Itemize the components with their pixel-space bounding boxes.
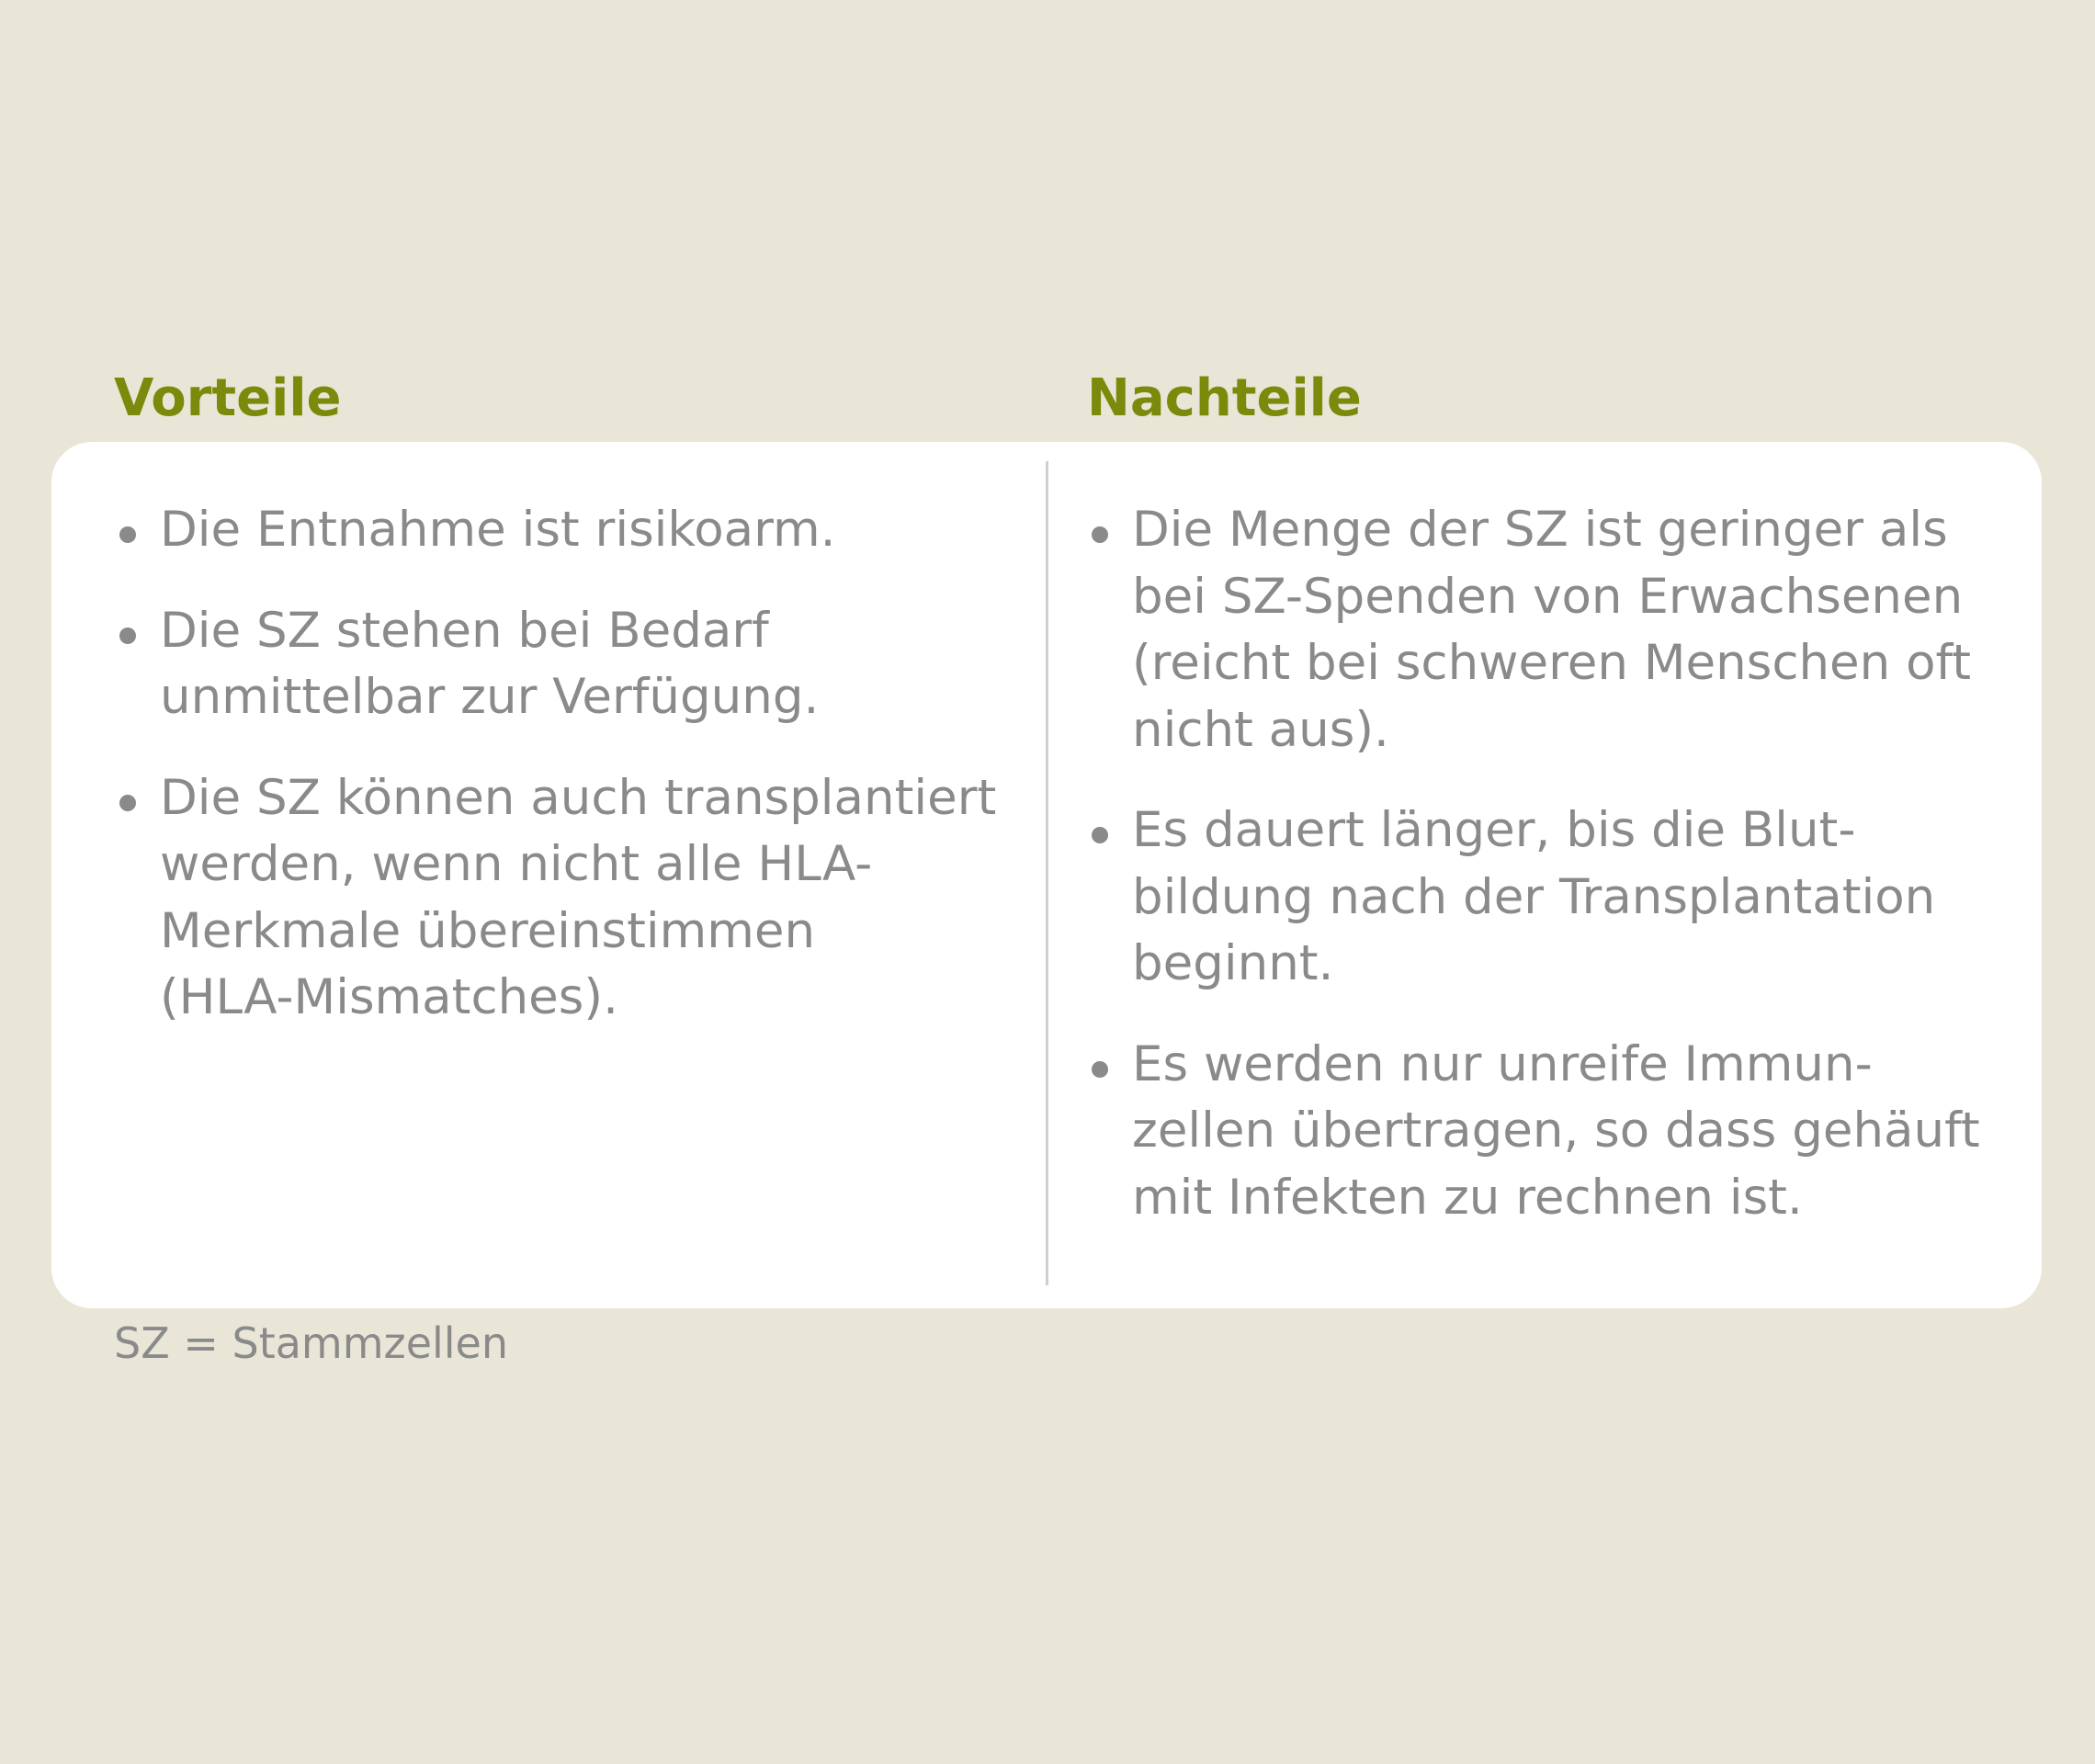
pros-list — [114, 497, 1042, 1066]
pros-item-text: Die SZ können auch transplantiert werden, wenn nicht alle HLA- Merkmale übereinstimmen (HLA-Mismatches). — [160, 769, 997, 1025]
bullet-icon — [119, 795, 136, 811]
cons-item-text: Die Menge der SZ ist geringer als bei SZ-Spenden von Erwachsenen (reicht bei schweren Menschen oft nicht aus). — [1132, 502, 1972, 758]
pros-heading: Vorteile — [114, 368, 342, 428]
comparison-card — [51, 442, 2042, 1308]
cons-item-text: Es dauert länger, bis die Blut- bildung nach der Transplantation beginnt. — [1132, 802, 1936, 991]
pros-item — [114, 765, 1042, 1032]
cons-item-text: Es werden nur unreife Immun- zellen übertragen, so dass gehäuft mit Infekten zu rechnen ist. — [1132, 1035, 1980, 1226]
cons-heading: Nachteile — [1087, 368, 1362, 428]
cons-item — [1086, 497, 2014, 763]
cons-item — [1086, 797, 2014, 998]
pros-item — [114, 497, 1042, 564]
cons-item — [1086, 1032, 2014, 1232]
pros-item-text: Die SZ stehen bei Bedarf unmittelbar zur Verfügung. — [160, 602, 820, 725]
bullet-icon — [119, 526, 136, 543]
footnote: SZ = Stammzellen — [114, 1318, 509, 1368]
cons-list — [1086, 497, 2014, 1265]
pros-item-text: Die Entnahme ist risikoarm. — [160, 502, 836, 558]
column-divider — [1046, 461, 1048, 1285]
bullet-icon — [1092, 827, 1108, 843]
bullet-icon — [1092, 1061, 1108, 1078]
bullet-icon — [1092, 526, 1108, 543]
pros-item — [114, 598, 1042, 731]
bullet-icon — [119, 628, 136, 644]
